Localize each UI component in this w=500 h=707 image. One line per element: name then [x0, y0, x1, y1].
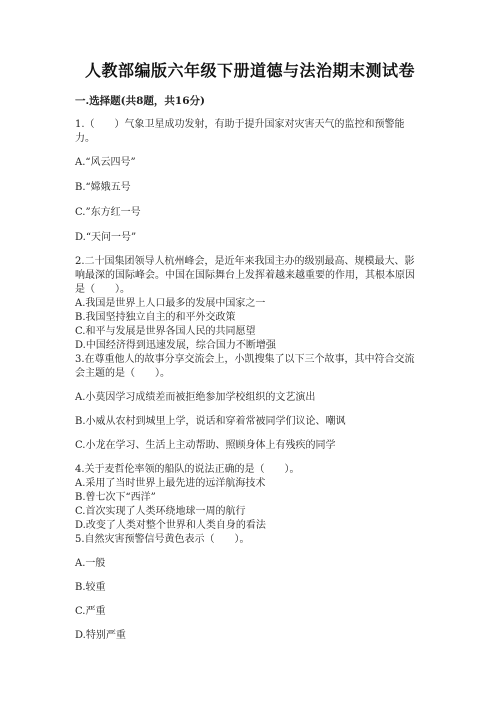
question-1-stem: 1.（ ）气象卫星成功发射，有助于提升国家对灾害天气的监控和预警能 [75, 119, 405, 130]
question-4-option-a: A.采用了当时世界上最先进的远洋航海技术 [75, 478, 266, 489]
question-2-stem-cont: 是（ ）。 [75, 284, 130, 295]
question-5-option-d: D.特别严重 [75, 630, 126, 641]
question-5-stem: 5.自然灾害预警信号黄色表示（ ）。 [75, 534, 250, 545]
question-4-option-d: D.改变了人类对整个世界和人类自身的看法 [75, 520, 266, 531]
question-2-option-d: D.中国经济得到迅速发展，综合国力不断增强 [75, 340, 276, 351]
question-1-option-a: A.“风云四号” [75, 157, 136, 168]
question-3-option-b: B.小威从农村到城里上学，说话和穿着常被同学们议论、嘲讽 [75, 416, 346, 427]
question-5-option-b: B.较重 [75, 582, 106, 593]
question-5-option-c: C.严重 [75, 606, 106, 617]
section-heading: 一.选择题(共8题，共16分) [75, 95, 206, 107]
question-4-stem: 4.关于麦哲伦率领的船队的说法正确的是（ ）。 [75, 464, 300, 475]
question-2-stem-cont: 响最深的国际峰会。中国在国际舞台上发挥着越来越重要的作用，其根本原因 [75, 270, 415, 281]
question-1-option-c: C.”东方红一号 [75, 207, 141, 218]
question-1-stem-cont: 力。 [75, 133, 95, 144]
question-3-option-a: A.小莫因学习成绩差而被拒绝参加学校组织的文艺演出 [75, 392, 316, 403]
question-4-option-c: C.首次实现了人类环绕地球一周的航行 [75, 506, 246, 517]
question-2-stem: 2.二十国集团领导人杭州峰会，是近年来我国主办的级别最高、规模最大、影 [75, 256, 415, 267]
question-3-stem: 3.在尊重他人的故事分享交流会上，小凯搜集了以下三个故事，其中符合交流 [75, 354, 415, 365]
question-4-option-b: B.曾七次下“西洋” [75, 492, 156, 503]
question-2-option-a: A.我国是世界上人口最多的发展中国家之一 [75, 298, 266, 309]
page-title: 人教部编版六年级下册道德与法治期末测试卷 [84, 61, 415, 80]
question-3-stem-cont: 会主题的是（ ）。 [75, 368, 170, 379]
question-1-option-d: D.“天问一号” [75, 232, 137, 243]
question-5-option-a: A.一般 [75, 558, 106, 569]
question-2-option-b: B.我国坚持独立自主的和平外交政策 [75, 312, 236, 323]
question-1-option-b: B.“嫦娥五号 [75, 182, 131, 193]
question-3-option-c: C.小龙在学习、生活上主动帮助、照顾身体上有残疾的同学 [75, 440, 336, 451]
question-2-option-c: C.和平与发展是世界各国人民的共同愿望 [75, 326, 256, 337]
